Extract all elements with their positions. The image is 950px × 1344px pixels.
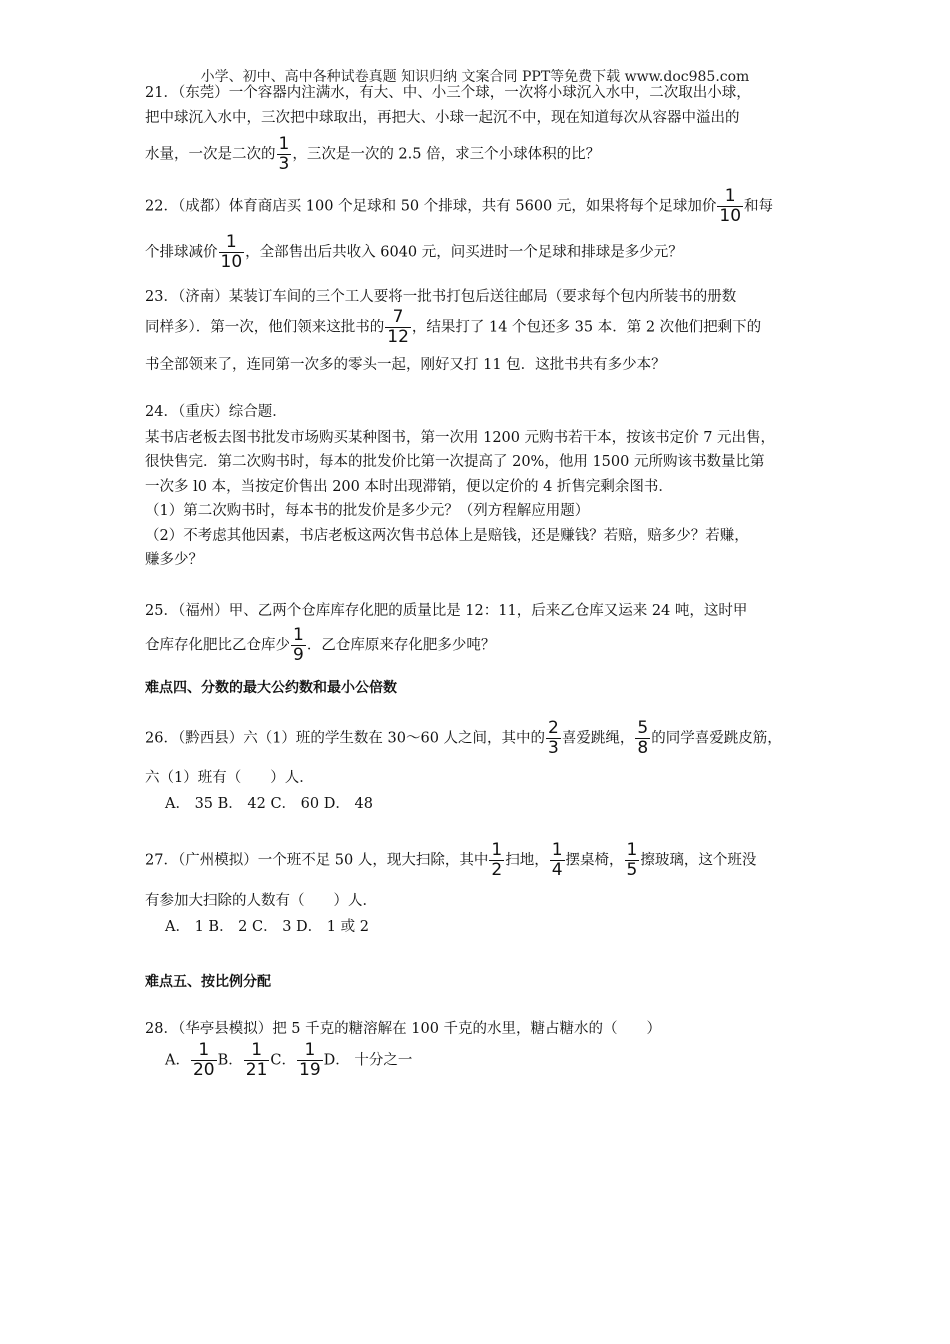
q25-line-2 (145, 627, 495, 664)
q27-line-2: 有参加大扫除的人数有（ ）人． (145, 893, 377, 909)
option-a-label: A． (165, 1052, 190, 1069)
fraction: $\frac{1}{10}$ (719, 186, 742, 226)
fraction: $\frac{5}{8}$ (637, 718, 649, 758)
fraction: $\frac{1}{20}$ (192, 1040, 215, 1080)
page-header: 小学、初中、高中各种试卷真题 知识归纳 文案合同 PPT等免费下载 www.doc985.com (200, 69, 750, 85)
q28-line-1: 28．（华亭县模拟）把 5 千克的糖溶解在 100 千克的水里，糖占糖水的（ ） (145, 1021, 662, 1037)
q26-line-1 (145, 720, 782, 757)
section-heading-4: 难点四、分数的最大公约数和最小公倍数 (145, 680, 397, 696)
q25-line-2-a: 仓库存化肥比乙仓库少 (145, 637, 290, 654)
q24-line-2: 某书店老板去图书批发市场购买某种图书，第一次用 1200 元购书若干本，按该书定价 7 元出售， (145, 430, 776, 446)
q21-line-3 (145, 136, 600, 173)
fraction: $\frac{1}{21}$ (245, 1040, 268, 1080)
fraction: $\frac{1}{3}$ (278, 134, 290, 174)
q27-line-1-b: 扫地， (505, 852, 549, 869)
q21-line-3-b: ，三次是一次的 2.5 倍，求三个小球体积的比？ (292, 146, 601, 163)
q23-line-2-b: ，结果打了 14 个包还多 35 本．第 2 次他们把剩下的 (411, 319, 762, 336)
fraction: $\frac{1}{4}$ (551, 840, 563, 880)
q23-line-3: 书全部领来了，连同第一次多的零头一起，刚好又打 11 包．这批书共有多少本？ (145, 357, 666, 373)
fraction: $\frac{1}{9}$ (293, 625, 304, 665)
q24-line-4: 一次多 l0 本，当按定价售出 200 本时出现滞销，便以定价的 4 折售完剩余图书． (145, 479, 673, 495)
q22-line-2-b: ，全部售出后共收入 6040 元，问买进时一个足球和排球是多少元？ (245, 244, 683, 261)
q26-line-2: 六（1）班有（ ）人． (145, 770, 314, 786)
q27-line-1-a: 27．（广州模拟）一个班不足 50 人，现大扫除，其中 (145, 852, 489, 869)
q27-options: A． 1 B． 2 C． 3 D． 1 或 2 (165, 919, 369, 935)
option-c-label: C． (270, 1052, 297, 1069)
q22-line-2 (145, 234, 683, 271)
q23-line-2 (145, 309, 761, 346)
q22-line-2-a: 个排球减价 (145, 244, 218, 261)
fraction: $\frac{1}{19}$ (299, 1040, 321, 1080)
q25-line-2-b: ．乙仓库原来存化肥多少吨？ (306, 637, 496, 654)
q21-line-3-a: 水量，一次是二次的 (145, 146, 276, 163)
q24-line-1: 24．（重庆）综合题． (145, 404, 287, 420)
q28-options (165, 1042, 412, 1079)
q27-line-1-c: 摆桌椅， (565, 852, 624, 869)
q21-line-1: 21．（东莞）一个容器内注满水，有大、中、小三个球，一次将小球沉入水中，二次取出小球， (145, 85, 751, 101)
q24-line-7: 赚多少？ (145, 552, 203, 568)
q27-line-1-d: 擦玻璃，这个班没 (640, 852, 757, 869)
section-heading-5: 难点五、按比例分配 (145, 974, 271, 990)
q27-line-1 (145, 842, 756, 879)
fraction: $\frac{7}{12}$ (387, 307, 409, 347)
option-b-label: B． (217, 1052, 243, 1069)
q25-line-1: 25．（福州）甲、乙两个仓库库存化肥的质量比是 12：11，后来乙仓库又运来 24 吨，这时甲 (145, 603, 748, 619)
option-d-label: D． 十分之一 (323, 1052, 413, 1069)
q26-line-1-b: 喜爱跳绳， (561, 730, 635, 747)
fraction: $\frac{2}{3}$ (548, 718, 559, 758)
fraction: $\frac{1}{10}$ (220, 232, 243, 272)
q24-line-6: （2）不考虑其他因素，书店老板这两次售书总体上是赔钱，还是赚钱？若赔，赔多少？若赚， (145, 528, 749, 544)
q26-line-1-a: 26．（黔西县）六（1）班的学生数在 30～60 人之间，其中的 (145, 730, 546, 747)
q24-line-3: 很快售完．第二次购书时，每本的批发价比第一次提高了 20%，他用 1500 元所购该书数量比第 (145, 454, 765, 470)
q22-line-1-b: 和每 (744, 198, 774, 215)
q24-line-5: （1）第二次购书时，每本书的批发价是多少元？（列方程解应用题） (145, 503, 590, 519)
q21-line-2: 把中球沉入水中，三次把中球取出，再把大、小球一起沉不中，现在知道每次从容器中溢出的 (145, 110, 740, 126)
q22-line-1 (145, 188, 773, 225)
fraction: $\frac{1}{5}$ (626, 840, 638, 880)
q23-line-2-a: 同样多）．第一次，他们领来这批书的 (145, 319, 385, 336)
q22-line-1-a: 22．（成都）体育商店买 100 个足球和 50 个排球，共有 5600 元，如果将每个足球加价 (145, 198, 717, 215)
q26-options: A． 35 B． 42 C． 60 D． 48 (165, 796, 373, 812)
fraction: $\frac{1}{2}$ (491, 840, 503, 880)
q26-line-1-c: 的同学喜爱跳皮筋， (651, 730, 782, 747)
q23-line-1: 23．（济南）某装订车间的三个工人要将一批书打包后送往邮局（要求每个包内所装书的册数 (145, 289, 737, 305)
